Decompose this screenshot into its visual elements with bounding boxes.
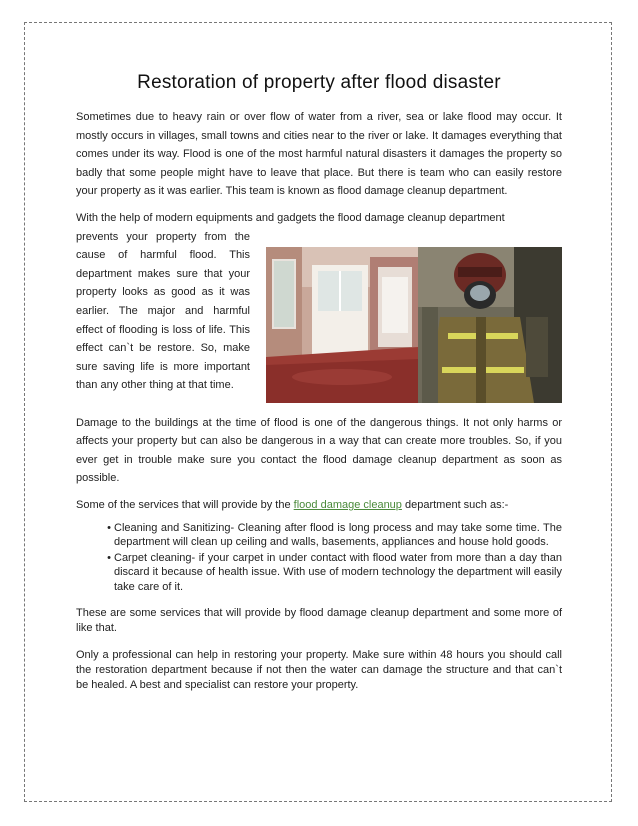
damage-paragraph: Damage to the buildings at the time of flood is one of the dangerous things. It not only harms or affects your property but can also be dangerous in a way that can create more troubles. So, if you ever get in trouble make sure you contact the flood damage cleanup department as soon as possible.	[76, 416, 562, 485]
list-item: • Cleaning and Sanitizing- Cleaning after flood is long process and may take some time. The department will clean up ceiling and walls, basements, appliances and house hold goods.	[114, 521, 562, 550]
services-intro	[76, 496, 562, 515]
document-title: Restoration of property after flood disaster	[137, 72, 501, 93]
flooded-hallway-photo	[266, 247, 418, 403]
document-body	[76, 72, 562, 693]
photo-strip	[266, 247, 562, 403]
services-intro-after: department such as:-	[401, 498, 509, 511]
wrapped-paragraph: prevents your property from the cause of harmful flood. This department makes sure that your property looks as good as it was earlier. The major and harmful effect of flooding is loss of life. This effect can`t be restore. So, make sure saving life is more important than any other thing at that time.	[76, 230, 250, 392]
help-line: With the help of modern equipments and gadgets the flood damage cleanup department	[76, 211, 505, 224]
firefighter-photo	[418, 247, 562, 403]
final-paragraph: Only a professional can help in restoring your property. Make sure within 48 hours you should call the restoration department because if not then the water can damage the structure and that can`t be healed. A best and specialist can restore your property.	[76, 649, 562, 692]
flood-damage-cleanup-link[interactable]: flood damage cleanup	[293, 498, 402, 511]
services-list	[76, 521, 562, 594]
closing-paragraph: These are some services that will provide by flood damage cleanup department and some more of like that.	[76, 607, 562, 635]
services-intro-before: Some of the services that will provide by the	[76, 498, 294, 511]
image-wrap-section	[76, 228, 562, 414]
list-item: • Carpet cleaning- if your carpet in under contact with flood water from more than a day than discard it because of health issue. With use of modern technology the department will easily take care of it.	[114, 551, 562, 594]
intro-paragraph: Sometimes due to heavy rain or over flow of water from a river, sea or lake flood may occur. It mostly occurs in villages, small towns and cities near to the river or lake. It damages everything that comes under its way. Flood is one of the most harmful natural disasters it damages the property so badly that some people might have to leave that place. But there is team who can easily restore your property as it was earlier. This team is known as flood damage cleanup department.	[76, 111, 562, 198]
